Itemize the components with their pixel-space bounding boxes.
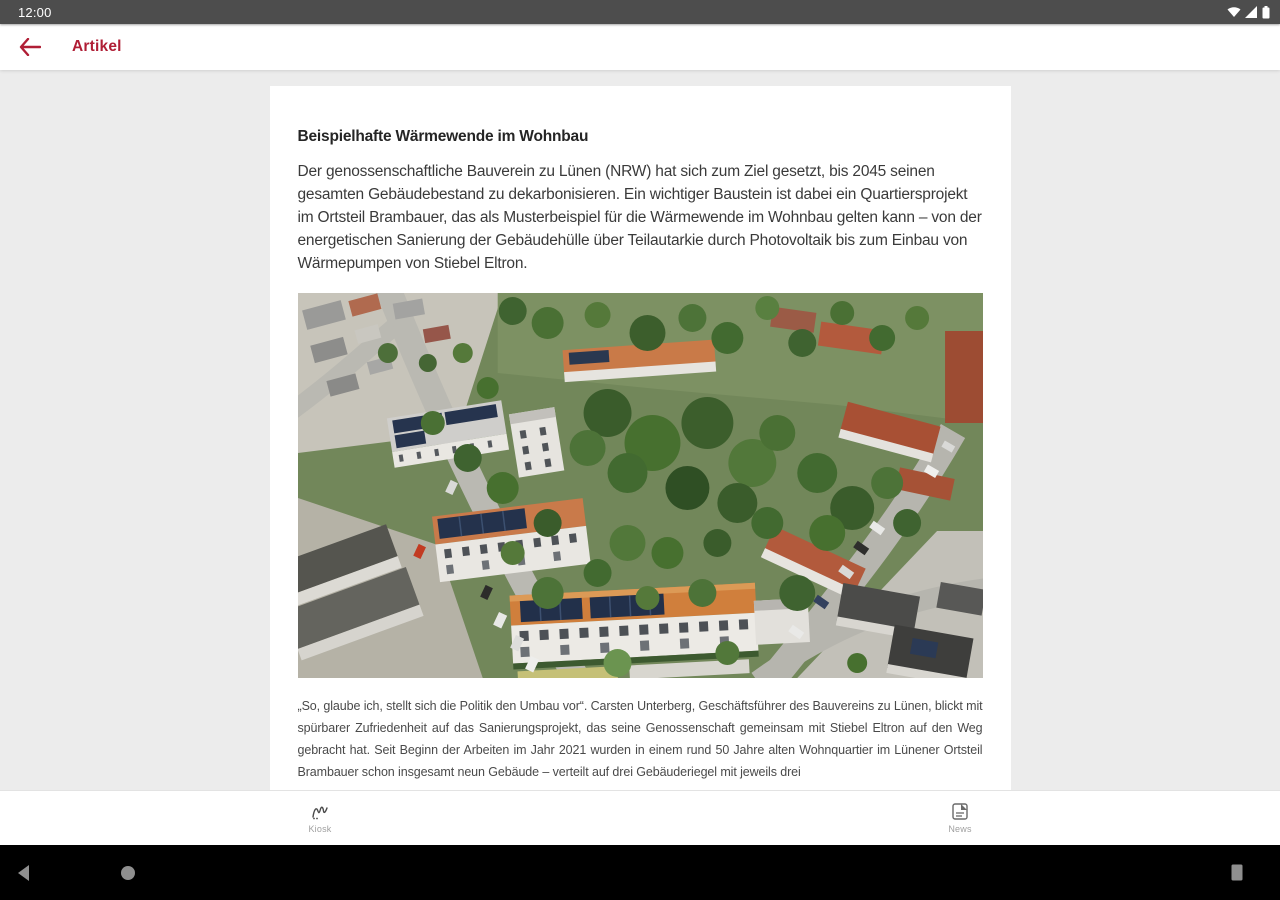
recents-icon <box>1231 864 1243 881</box>
page-title: Artikel <box>72 38 122 55</box>
status-icons <box>1227 6 1270 19</box>
android-navigation-bar <box>0 845 1280 900</box>
article-image <box>298 293 983 678</box>
app-bar <box>0 24 1280 70</box>
news-icon <box>952 803 968 820</box>
nav-item-label: Kiosk <box>308 823 332 834</box>
back-button[interactable] <box>16 33 44 61</box>
aerial-photo-illustration <box>298 293 983 678</box>
article-heading: Beispielhafte Wärmewende im Wohnbau <box>297 128 589 145</box>
home-icon <box>120 865 136 881</box>
content-area[interactable] <box>0 70 1280 790</box>
bottom-nav <box>0 790 1280 845</box>
battery-icon <box>1262 6 1270 19</box>
article-paragraph-lead: Der genossenschaftliche Bauverein zu Lünen (NRW) hat sich zum Ziel gesetzt, bis 2045 seinen gesamten Gebäudebestand zu dekarbonisieren. Ein wichtiger Baustein ist dabei ein Quartiersprojekt im Ortsteil Brambauer, das als Musterbeispiel für die Wärmewende im Wohnbau gelten kann – von der energetischen Sanierung der Gebäudehülle über Teilautarkie durch Photovoltaik bis zum Einbau von Wärmepumpen von Stiebel Eltron. <box>297 163 982 272</box>
status-bar <box>0 0 1280 24</box>
android-back-button[interactable] <box>2 845 46 900</box>
nav-item-news[interactable] <box>640 791 1280 845</box>
article-paragraph-body: „So, glaube ich, stellt sich die Politik den Umbau vor“. Carsten Unterberg, Geschäftsführer des Bauvereins zu Lünen, blickt mit spürbarer Zufriedenheit auf das Sanierungsprojekt, das seine Genossenschaft gemeinsam mit Stiebel Eltron auf den Weg gebracht hat. Seit Beginn der Arbeiten im Jahr 2021 wurden in einem rund 50 Jahre alten Wohnquartier im Lünener Ortsteil Brambauer schon insgesamt neun Gebäude – verteilt auf drei Gebäuderiegel mit jeweils drei <box>297 699 983 779</box>
android-recents-button[interactable] <box>1215 845 1259 900</box>
wifi-icon <box>1227 6 1241 18</box>
back-icon <box>17 865 31 881</box>
status-time: 12:00 <box>18 4 52 20</box>
nav-item-kiosk[interactable] <box>0 791 640 845</box>
article-card <box>270 86 1011 790</box>
signal-icon <box>1245 6 1258 18</box>
arrow-left-icon <box>19 38 41 56</box>
kiosk-icon <box>310 803 330 820</box>
android-home-button[interactable] <box>106 845 150 900</box>
nav-item-label: News <box>948 823 972 834</box>
